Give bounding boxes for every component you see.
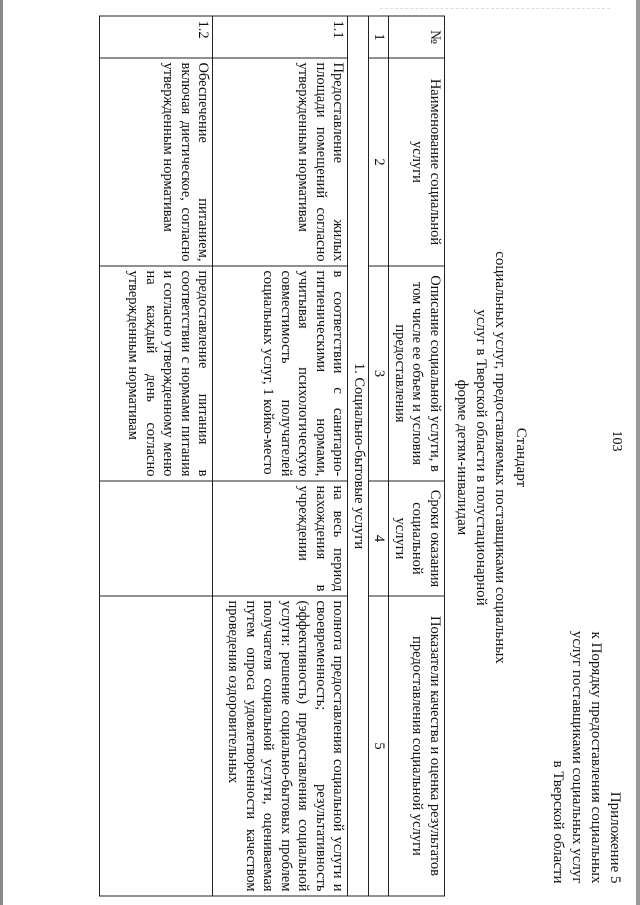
header-cell-quality: Показатели качества и оценка результатов предоставления социальной услуги <box>389 596 445 896</box>
standard-subtitle-line: услуг в Тверской области в полустационарной <box>473 308 489 606</box>
annex-line: услуг поставщиками социальных услуг <box>569 630 585 883</box>
table-row <box>100 16 213 896</box>
service-name: Обеспечение питанием, включая диетическое, согласно утвержденным нормативам <box>100 58 213 266</box>
annex-line: в Тверской области <box>550 759 566 883</box>
service-term: на весь период нахождения в учреждении <box>213 481 348 596</box>
column-numbers-row <box>369 16 390 896</box>
service-description: предоставление питания в соответствии с нормами питания и согласно утвержденному меню на каждый день согласно утвержденным нормативам <box>100 266 213 481</box>
rotated-page <box>10 10 630 895</box>
service-description: в соответствии с санитарно-гигиеническими нормами, учитывая психологическую совместимость получателей социальных услуг, 1 койко-место <box>213 266 348 481</box>
column-number: 2 <box>369 58 390 266</box>
standard-title: Стандарт <box>513 427 529 487</box>
service-term <box>100 481 213 596</box>
table-row <box>213 16 348 896</box>
standard-subtitle-line: форме детям-инвалидам <box>454 379 470 535</box>
service-name: Предоставление жилых площади помещений согласно утвержденным нормативам <box>213 58 348 266</box>
row-number: 1.1 <box>213 16 348 58</box>
row-number: 1.2 <box>100 16 213 58</box>
service-quality <box>100 596 213 896</box>
standard-subtitle-line: социальных услуг, предоставляемых поставщиками социальных <box>492 250 508 664</box>
header-cell-term: Сроки оказания социальной услуги <box>389 481 445 596</box>
section-title: 1. Социально-бытовые услуги <box>348 16 369 896</box>
annex-line: Приложение 5 <box>607 791 623 883</box>
column-number: 1 <box>369 16 390 58</box>
column-number: 3 <box>369 266 390 481</box>
column-number: 4 <box>369 481 390 596</box>
column-number: 5 <box>369 596 390 896</box>
services-table <box>100 15 446 896</box>
annex-line: к Порядку предоставления социальных <box>588 631 604 883</box>
page-number: 103 <box>609 430 624 451</box>
header-cell-description: Описание социальной услуги, в том числе ее объем и условия предоставления <box>389 266 445 481</box>
scan-edge-left <box>0 0 3 905</box>
annex-heading <box>548 553 624 883</box>
scan-edge-right <box>636 0 640 905</box>
table-header-row <box>389 16 445 896</box>
standard-heading <box>452 222 530 692</box>
header-cell-number: № <box>389 16 445 58</box>
section-row <box>348 16 369 896</box>
header-cell-name: Наименование социальной услуги <box>389 58 445 266</box>
service-quality: полнота предоставления социальной услуги и своевременность; результативность (эффективность) предоставления социальной услуги: решение социально-бытовых проблем получателя социальной услуги, оцениваемая путем опроса удовлетворенности качеством проведения оздоровительных <box>213 596 348 896</box>
